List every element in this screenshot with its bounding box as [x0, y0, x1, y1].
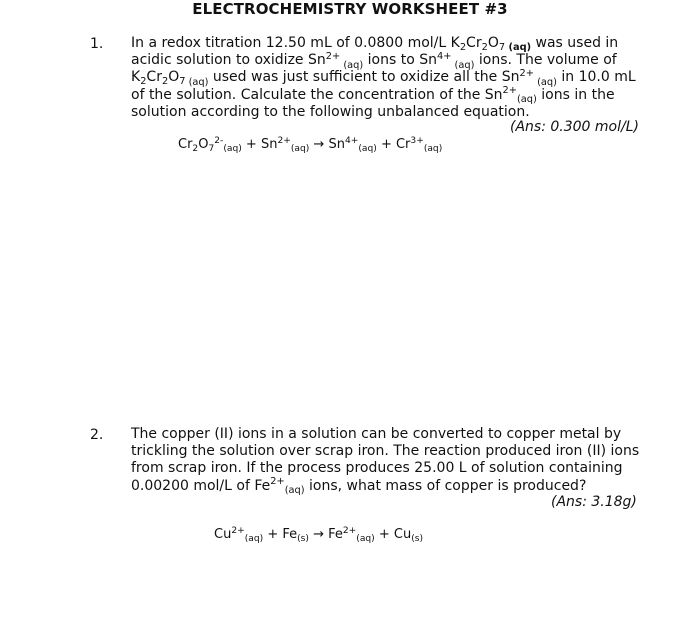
- worksheet-title: ELECTROCHEMISTRY WORKSHEET #3: [192, 0, 508, 18]
- question-1-answer: (Ans: 0.300 mol/L): [510, 119, 639, 135]
- q2-line-4: 0.00200 mol/L of $Fe^{2+}_{(aq)}$ ions, what mass of copper is produced?: [131, 476, 587, 497]
- question-1-equation: $Cr_2O_7^{2-}_{(aq)} + Sn^{2+}_{(aq)} \to Sn^{4+}_{(aq)} + Cr^{3+}_{(aq)}$: [178, 136, 443, 155]
- q2-line-2: trickling the solution over scrap iron. The reaction produced iron (II) ions: [131, 443, 640, 460]
- question-2-number: 2.: [90, 427, 104, 443]
- q1-line-5: solution according to the following unbalanced equation.: [131, 103, 530, 120]
- question-2-answer: (Ans: 3.18g): [551, 494, 637, 510]
- question-2-equation: $Cu^{2+}_{(aq)} + Fe_{(s)} \to Fe^{2+}_{(aq)} + Cu_{(s)}$: [214, 526, 424, 545]
- question-2-text: [131, 426, 667, 495]
- q1-line-4: of the solution. Calculate the concentration of the $Sn^{2+}_{(aq)}$ ions in the: [131, 85, 615, 106]
- question-1-text: [131, 35, 667, 121]
- q2-line-3: from scrap iron. If the process produces 25.00 L of solution containing: [131, 460, 623, 477]
- question-1-number: 1.: [90, 36, 104, 52]
- q2-line-1: The copper (II) ions in a solution can be converted to copper metal by: [131, 426, 622, 442]
- q1-line-3: $K_2Cr_2O_7$ $_{(aq)}$ used was just sufficient to oxidize all the $Sn^{2+}$ $_{(aq)}$ in 10.0 mL: [131, 68, 636, 88]
- q1-line-1: In a redox titration 12.50 mL of 0.0800 mol/L $K_2Cr_2O_7$ $_{(aq)}$ was used in: [131, 35, 619, 54]
- q1-line-2: acidic solution to oxidize $Sn^{2+}$ $_{(aq)}$ ions to $Sn^{4+}$ $_{(aq)}$ ions. The volume of: [131, 50, 617, 71]
